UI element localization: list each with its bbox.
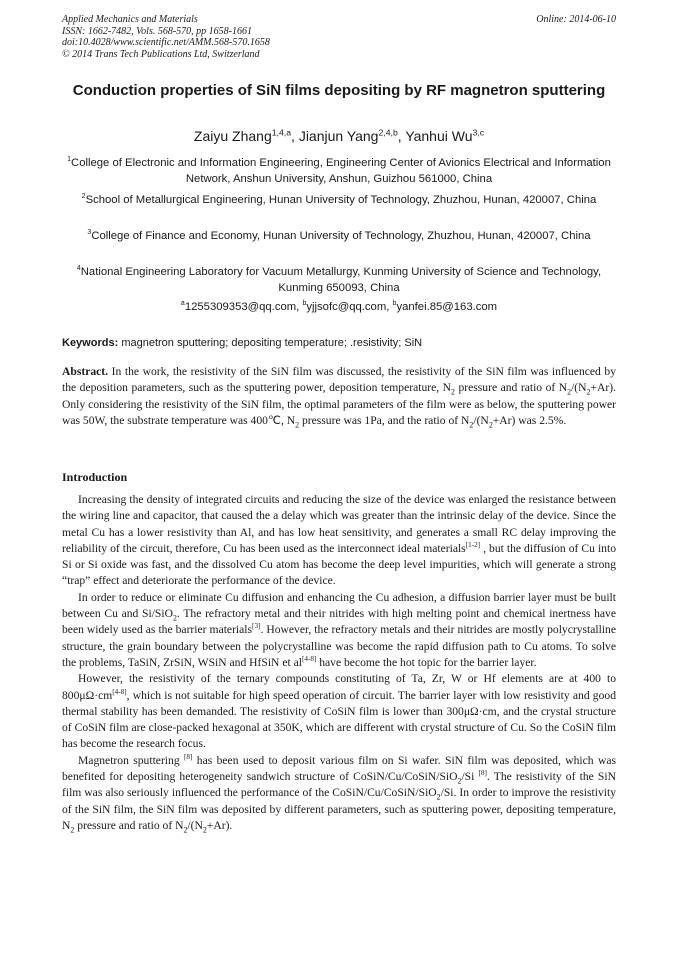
affiliation-4 [62, 264, 616, 296]
doi-line: doi:10.4028/www.scientific.net/AMM.568-570.1658 [62, 37, 270, 48]
affiliation-text: National Engineering Laboratory for Vacuum Metallurgy, Kunming University of Science and Technology, Kunming 650093, China [80, 266, 602, 294]
keywords [62, 336, 616, 350]
paragraph: In order to reduce or eliminate Cu diffusion and enhancing the Cu adhesion, a diffusion barrier layer must be built between Cu and Si/SiO$_2$. The refractory metal and their nitrides with high melting point and chemical inertness have been widely used as the barrier materials[3]. However, the refractory metals and their nitrides are mostly polycrystalline structure, the grain boundary between the polycrystalline was become the rapid diffusion path to Cu atoms. To solve the problems, TaSiN, ZrSiN, WSiN and HfSiN et al[4-8] have become the hot topic for the barrier layer. [62, 590, 617, 669]
affiliation-text: College of Finance and Economy, Hunan University of Technology, Zhuzhou, Hunan, 420007, China [91, 230, 591, 242]
abstract: Abstract. In the work, the resistivity of the SiN film was discussed, the resistivity of the SiN film was influenced by the deposition parameters, such as the sputtering power, deposition temperature, $N_2$ pressure and ratio of $N_2/(N_2+Ar)$. Only considering the resistivity of the SiN film, the optimal parameters of the film were as below, the sputtering power was 50W, the substrate temperature was 400℃, $N_2$ pressure was 1Pa, and the ratio of $N_2/(N_2+Ar)$ was 2.5%. [62, 365, 616, 430]
author-list [62, 127, 616, 145]
section-heading-introduction: Introduction [62, 470, 128, 484]
author-name: Yanhui Wu [405, 128, 473, 144]
affiliation-mark: 2 [81, 193, 86, 201]
paragraph: However, the resistivity of the ternary compounds constituting of Ta, Zr, W or Hf elements are at 400 to 800μΩ·cm[4-8], which is not suitable for high speed operation of circuit. The barrier layer with low resistivity and good thermal stability has been demanded. The resistivity of CoSiN film is lower than 300μΩ·cm, and the crystal structure of CoSiN film are close-packed hexagonal at 350K, which are different with crystal structure of Cu. So the CoSiN film has become the research focus. [62, 672, 616, 751]
email-line: $^a$1255309353@qq.com, $^b$yjjsofc@qq.com, $^b$yanfei.85@163.com [180, 300, 498, 313]
journal-name: Applied Mechanics and Materials [62, 14, 198, 25]
copyright-line: © 2014 Trans Tech Publications Ltd, Switzerland [62, 48, 260, 60]
citation: [4-8] [301, 655, 317, 664]
online-date: Online: 2014-06-10 [536, 14, 616, 25]
citation: [8] [184, 752, 193, 761]
author-separator: , [291, 128, 299, 144]
author-affiliation-mark: 2,4,b [378, 127, 398, 138]
author-name: Zaiyu Zhang [193, 128, 272, 144]
abstract-label: Abstract. [62, 365, 109, 378]
author-affiliation-mark: 1,4,a [271, 127, 292, 138]
affiliation-text: School of Metallurgical Engineering, Hunan University of Technology, Zhuzhou, Hunan, 420007, China [85, 194, 597, 206]
author-name: Jianjun Yang [298, 128, 379, 144]
email-address: yjjsofc@qq.com [306, 301, 387, 313]
email-mark: a [180, 300, 185, 308]
affiliation-mark: 4 [76, 265, 81, 273]
citation: [1-2] [465, 541, 481, 550]
email-mark: b [392, 300, 397, 308]
paragraph: Magnetron sputtering [8] has been used to deposit various film on Si wafer. SiN film was deposited, which was benefited for depositing heterogeneity sandwich structure of CoSiN/Cu/CoSiN/SiO$_2$/Si [8]. The resistivity of the SiN film was also seriously influenced the performance of the CoSiN/Cu/CoSiN/SiO$_2$/Si. In order to improve the resistivity of the SiN film, the SiN film was deposited by different parameters, such as sputtering power, depositing temperature, $N_2$ pressure and ratio of $N_2/(N_2+Ar)$. [62, 752, 616, 835]
journal-header [62, 14, 270, 60]
keywords-label: Keywords: [62, 337, 119, 349]
author-affiliation-mark: 3,c [472, 127, 485, 138]
affiliation-mark: 3 [87, 229, 92, 237]
author-separator: , [397, 128, 406, 144]
introduction-body [62, 492, 616, 834]
affiliation-3 [62, 228, 616, 244]
citation: [3] [252, 622, 261, 631]
email-address: 1255309353@qq.com [184, 301, 297, 313]
citation: [4-8] [112, 687, 127, 696]
affiliation-mark: 1 [67, 156, 72, 164]
affiliation-text: College of Electronic and Information Engineering, Engineering Center of Avionics Electrical and Information Network, Anshun University, Anshun, Guizhou 561000, China [71, 157, 611, 185]
issn-line: ISSN: 1662-7482, Vols. 568-570, pp 1658-1661 [62, 25, 252, 37]
affiliation-1 [62, 155, 616, 187]
email-address: yanfei.85@163.com [396, 301, 498, 313]
affiliation-2 [62, 192, 616, 208]
paragraph: Increasing the density of integrated circuits and reducing the size of the device was enlarged the resistance between the wiring line and capacitor, that caused the a delay which was greater than the intrinsic delay of the device. Since the metal Cu has a lower resistivity than Al, and has low heat sensitivity, and generates a small RC delay improving the reliability of the circuit, therefore, Cu has been used as the interconnect ideal materials[1-2] , but the diffusion of Cu into Si or Si oxide was fast, and the dissolved Cu atom has become the deep level impurities, which will generate a strong “trap” effect and deteriorate the performance of the device. [62, 493, 616, 588]
citation: [8] [478, 769, 487, 778]
keywords-text: magnetron sputtering; depositing temperature; .resistivity; SiN [121, 337, 423, 349]
paper-title: Conduction properties of SiN films depositing by RF magnetron sputtering [72, 82, 606, 99]
email-mark: b [302, 300, 307, 308]
